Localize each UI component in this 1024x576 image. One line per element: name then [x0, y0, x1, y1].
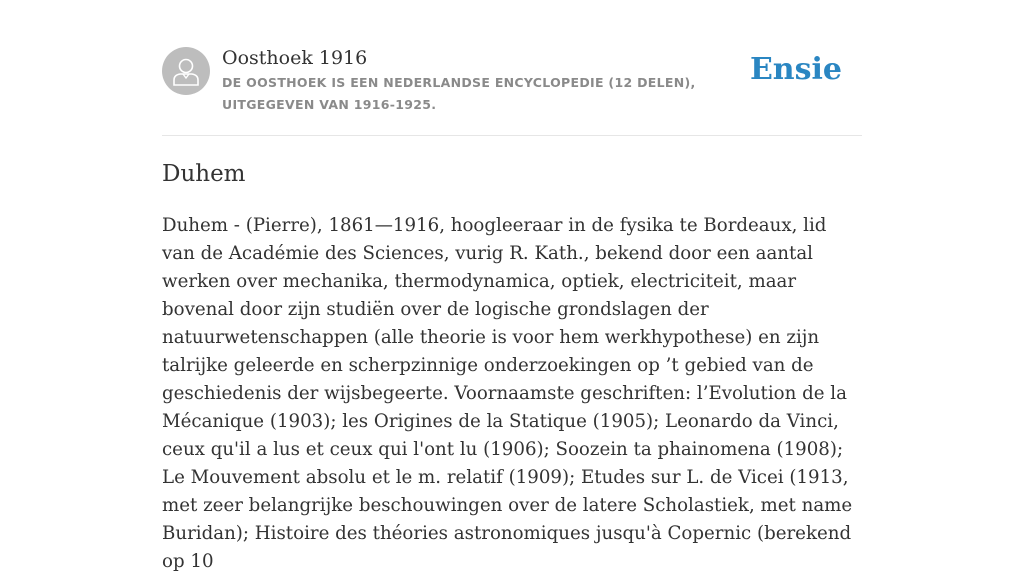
entry-body: Duhem - (Pierre), 1861—1916, hoogleeraar in de fysika te Bordeaux, lid van de Académie des Sciences, vurig R. Kath., bekend door een aantal werken over mechanika, thermodynamica, optiek, electriciteit, maar bovenal door zijn studiën over de logische grondslagen der natuurwetenschappen (alle theorie is voor hem werkhypothese) en zijn talrijke geleerde en scherpzinnige onderzoekingen op ’t gebied van de geschiedenis der wijsbegeerte. Voornaamste geschriften: l’Evolution de la Mécanique (1903); les Origines de la Statique (1905); Leonardo da Vinci, ceux qu'il a lus et ceux qui l'ont lu (1906); Soozein ta phainomena (1908); Le Mouvement absolu et le m. relatif (1909); Etudes sur L. de Vicei (1913, met zeer belangrijke beschouwingen over de latere Scholastiek, met name Buridan); Histoire des théories astronomiques jusqu'à Copernic (berekend op 10 [162, 215, 853, 572]
entry-title: Duhem [162, 161, 246, 187]
source-header [162, 0, 862, 136]
source-title[interactable]: Oosthoek 1916 [222, 47, 368, 69]
source-avatar[interactable] [162, 47, 210, 95]
article [162, 0, 862, 572]
brand-logo-link[interactable]: Ensie [749, 52, 842, 87]
user-icon [172, 56, 200, 86]
source-description: DE OOSTHOEK IS EEN NEDERLANDSE ENCYCLOPEDIE (12 DELEN), UITGEGEVEN VAN 1916-1925. [222, 75, 696, 112]
